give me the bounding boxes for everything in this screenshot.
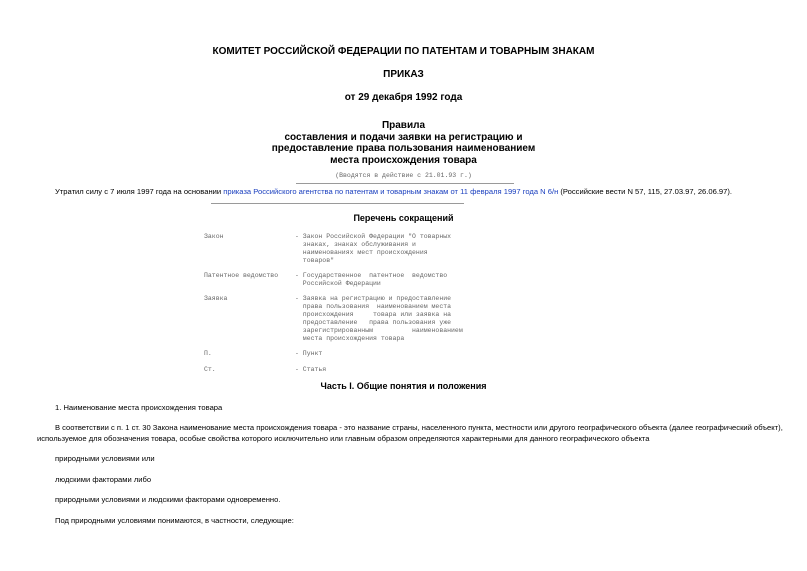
repeal-notice [55, 186, 755, 197]
abbreviation-definition: - Статья [295, 366, 327, 373]
part1-title: Часть I. Общие понятия и положения [320, 381, 487, 391]
abbreviation-definition: - Пункт [295, 350, 323, 357]
rules-title-line: предоставление права пользования наименованием [271, 143, 536, 154]
divider [211, 203, 464, 204]
paragraph [55, 422, 783, 433]
paragraph: Под природными условиями понимаются, в частности, следующие: [55, 516, 294, 525]
order-date: от 29 декабря 1992 года [344, 92, 463, 103]
abbreviation-term: Патентное ведомство [204, 272, 279, 279]
list-item: природными условиями или [55, 454, 155, 463]
rules-title [0, 120, 807, 166]
abbreviation-term: Заявка [204, 295, 228, 302]
list-item: людскими факторами либо [55, 475, 152, 484]
order-heading: ПРИКАЗ [383, 69, 424, 80]
abbreviation-term: Ст. [204, 366, 216, 373]
abbreviation-term: Закон [204, 233, 224, 240]
section1-heading: 1. Наименование места происхождения товара [55, 403, 223, 412]
abbreviation-definition: - Государственное патентное ведомство Российской Федерации [295, 272, 448, 288]
repeal-prefix: Утратил силу с 7 июля 1997 года на основании [55, 187, 224, 196]
abbreviations-title: Перечень сокращений [353, 213, 454, 223]
paragraph-line: В соответствии с п. 1 ст. 30 Закона наименование места происхождения товара - это название страны, населенного пункта, местности или другого географического объекта (далее географический объект), [55, 423, 783, 432]
abbreviation-term: П. [204, 350, 212, 357]
list-item: природными условиями и людскими факторами одновременно. [55, 495, 281, 504]
rules-title-line: Правила [381, 120, 426, 131]
paragraph-line: используемое для обозначения товара, особые свойства которого исключительно или главным образом определяются характерными для данного географического объекта [37, 434, 650, 443]
divider [296, 183, 514, 184]
effective-date-note: (Вводятся в действие с 21.01.93 г.) [335, 172, 472, 179]
repeal-order-link[interactable]: приказа Российского агентства по патентам и товарным знакам от 11 февраля 1997 года N 6/н [223, 187, 559, 196]
abbreviation-definition: - Закон Российской Федерации "О товарных знаках, знаках обслуживания и наименованиях мест происхождения товаров" [295, 233, 452, 265]
committee-heading: КОМИТЕТ РОССИЙСКОЙ ФЕДЕРАЦИИ ПО ПАТЕНТАМ И ТОВАРНЫМ ЗНАКАМ [212, 46, 595, 57]
abbreviation-definition: - Заявка на регистрацию и предоставление права пользования наименованием места происхождения товара или заявка на предоставление права пользования уже зарегистрированным наименованием места происхождения товара [295, 295, 463, 343]
rules-title-line: места происхождения товара [330, 154, 477, 166]
repeal-suffix: (Российские вести N 57, 115, 27.03.97, 26.06.97). [558, 187, 733, 196]
rules-title-line: составления и подачи заявки на регистрацию и [284, 131, 523, 143]
paragraph [37, 433, 777, 444]
